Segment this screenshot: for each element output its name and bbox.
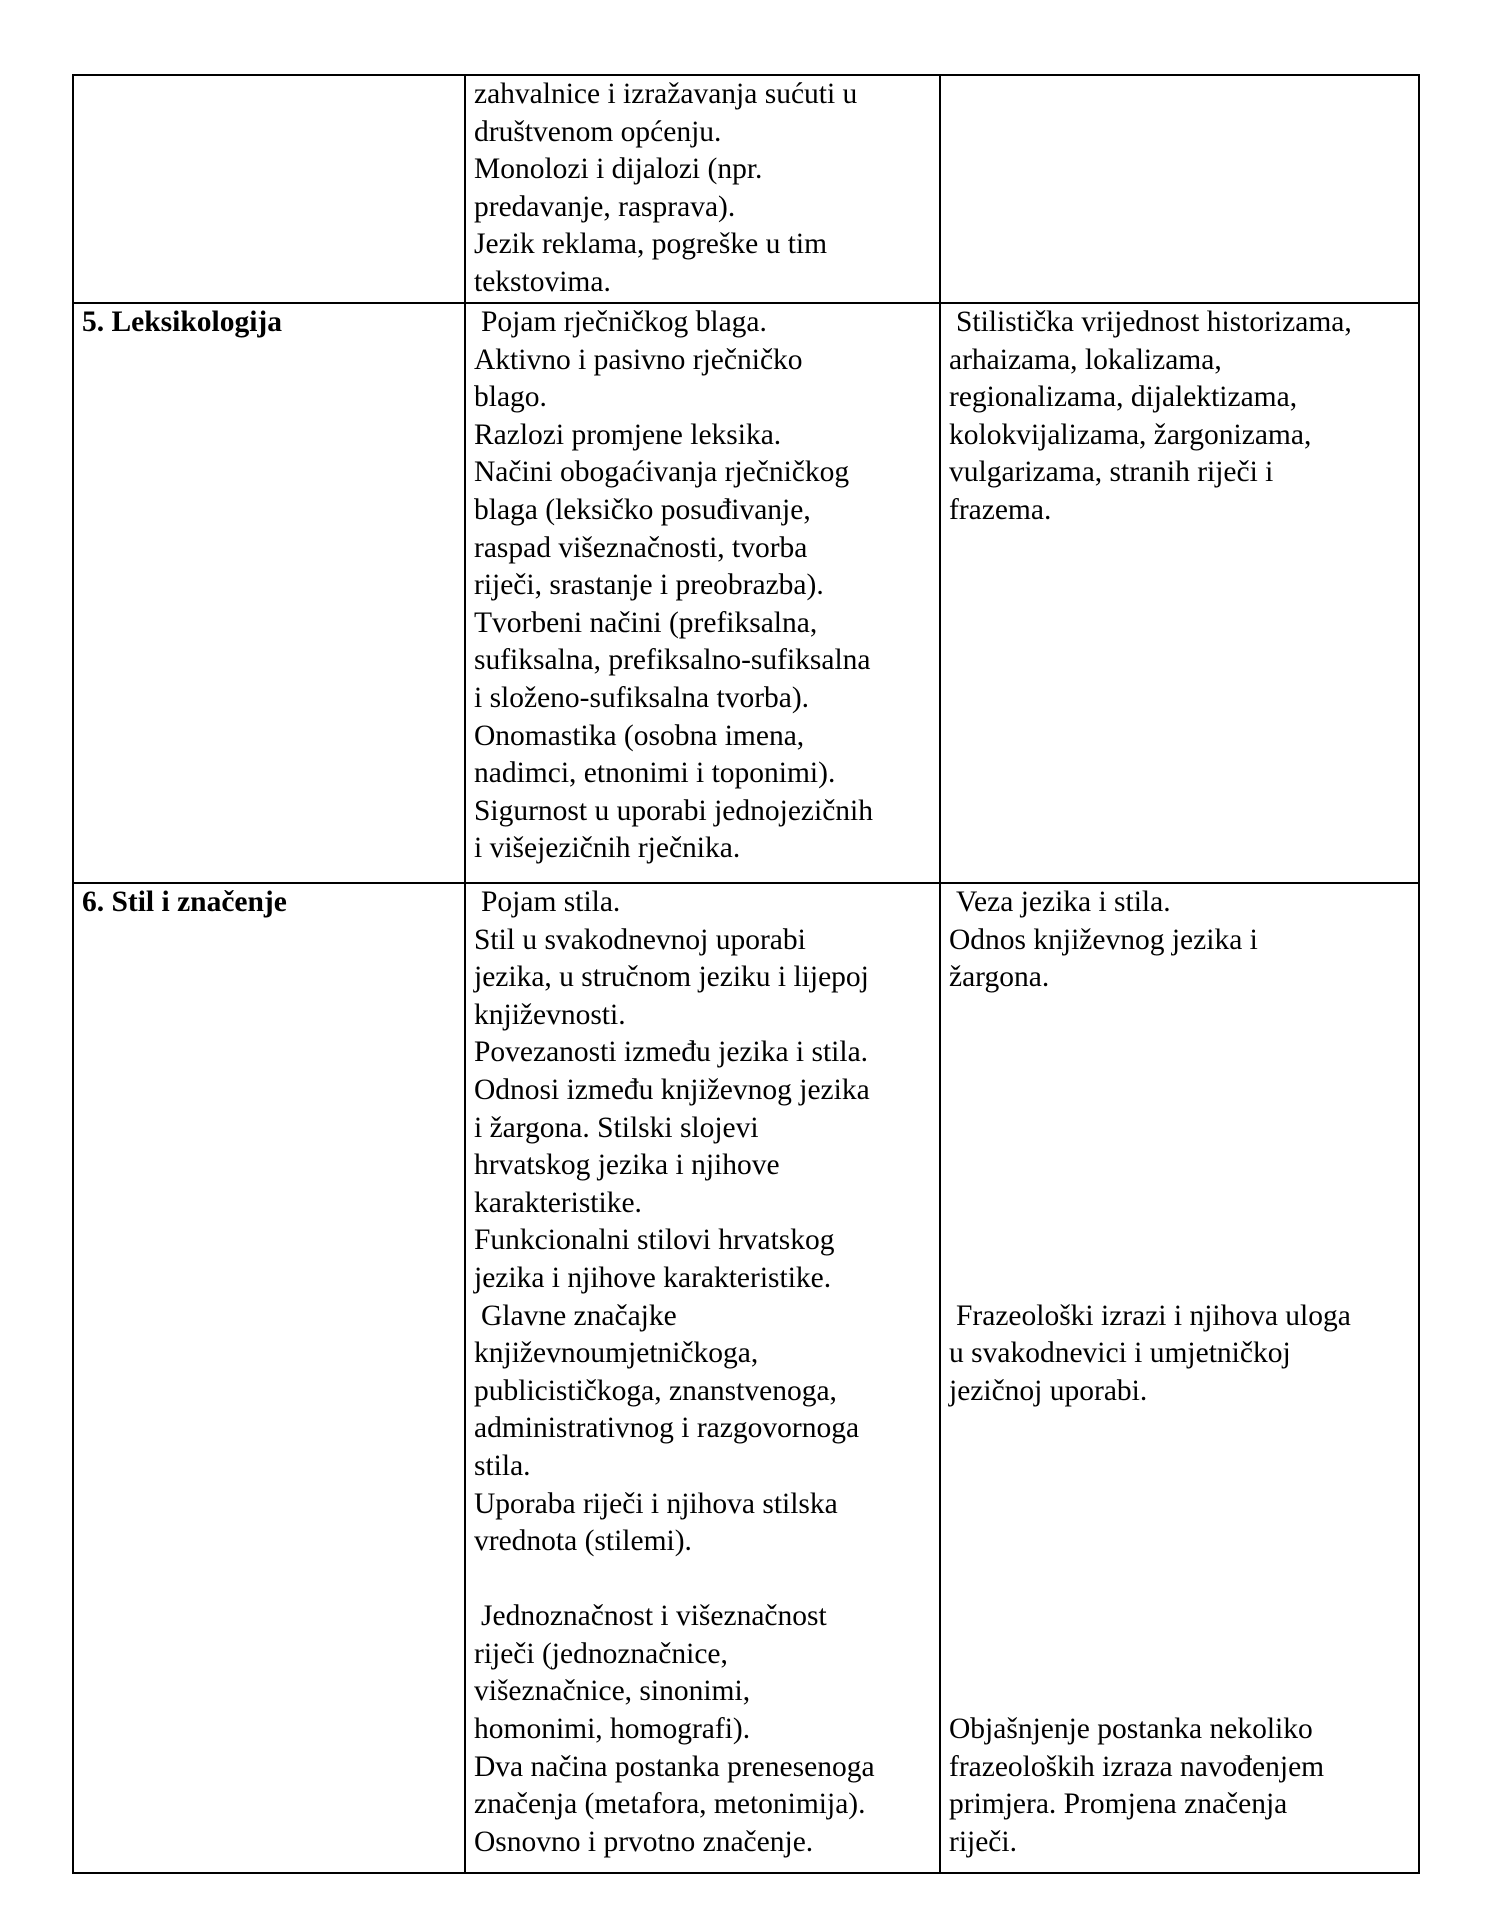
blank-line — [949, 997, 1408, 1035]
content-line: tekstovima. — [474, 265, 611, 298]
blank-line — [949, 1222, 1408, 1260]
topic-heading: 6. Stil i značenje — [82, 886, 287, 918]
content-line: i višejezičnih rječnika. — [474, 832, 741, 865]
content-line: vrednota (stilemi). — [474, 1525, 692, 1558]
notes-line: regionalizama, dijalektizama, — [949, 381, 1298, 414]
content-cell — [465, 303, 940, 883]
blank-line — [949, 1486, 1408, 1524]
notes-cell — [940, 883, 1419, 1873]
content-cell — [465, 883, 940, 1873]
table-row — [73, 303, 1419, 883]
content-line: Jezik reklama, pogreške u tim — [474, 228, 828, 261]
content-line: Onomastika (osobna imena, — [474, 719, 805, 752]
content-line: društvenom općenju. — [474, 115, 722, 148]
blank-line — [949, 1185, 1408, 1223]
notes-line: arhaizama, lokalizama, — [949, 343, 1222, 376]
content-line: Funkcionalni stilovi hrvatskog — [474, 1224, 835, 1257]
notes-line: žargona. — [949, 961, 1050, 994]
blank-line — [949, 1110, 1408, 1148]
blank-line — [949, 1598, 1408, 1636]
notes-cell — [940, 303, 1419, 883]
content-line: i žargona. Stilski slojevi — [474, 1111, 759, 1144]
blank-line — [949, 1448, 1408, 1486]
content-line: administrativnog i razgovornoga — [474, 1412, 860, 1445]
notes-line: Frazeološki izrazi i njihova uloga — [956, 1299, 1351, 1332]
notes-line: Objašnjenje postanka nekoliko — [949, 1713, 1313, 1746]
blank-line — [949, 1072, 1408, 1110]
content-line: hrvatskog jezika i njihove — [474, 1149, 780, 1182]
content-line: sufiksalna, prefiksalno-sufiksalna — [474, 644, 871, 677]
table-row — [73, 883, 1419, 1873]
content-line: nadimci, etnonimi i toponimi). — [474, 757, 836, 790]
content-line: karakteristike. — [474, 1186, 642, 1219]
blank-line — [949, 1636, 1408, 1674]
curriculum-table — [72, 74, 1420, 1874]
content-line: predavanje, rasprava). — [474, 190, 736, 223]
content-line: blaga (leksičko posuđivanje, — [474, 493, 811, 526]
content-line: jezika, u stručnom jeziku i lijepoj — [474, 961, 869, 994]
content-line: Uporaba riječi i njihova stilska — [474, 1487, 838, 1520]
content-line: riječi, srastanje i preobrazba). — [474, 569, 824, 602]
content-line: Glavne značajke — [481, 1299, 677, 1332]
content-line: Pojam rječničkog blaga. — [481, 306, 767, 338]
notes-line: riječi. — [949, 1825, 1017, 1858]
topic-cell — [73, 75, 465, 303]
blank-line — [949, 1147, 1408, 1185]
notes-cell — [940, 75, 1419, 303]
content-line: homonimi, homografi). — [474, 1713, 751, 1746]
content-line: raspad višeznačnosti, tvorba — [474, 531, 808, 564]
content-line: Jednoznačnost i višeznačnost — [481, 1600, 827, 1633]
content-line: zahvalnice i izražavanja sućuti u — [474, 78, 858, 110]
content-line: književnosti. — [474, 998, 626, 1031]
notes-line: Veza jezika i stila. — [956, 886, 1171, 918]
content-line: Načini obogaćivanja rječničkog — [474, 456, 850, 489]
notes-line: frazeoloških izraza navođenjem — [949, 1750, 1325, 1783]
content-line: jezika i njihove karakteristike. — [474, 1261, 832, 1294]
content-line: značenja (metafora, metonimija). — [474, 1788, 866, 1821]
notes-line: Stilistička vrijednost historizama, — [956, 306, 1352, 338]
blank-line — [949, 1561, 1408, 1599]
notes-line: u svakodnevici i umjetničkoj — [949, 1337, 1291, 1370]
topic-cell — [73, 883, 465, 1873]
content-line: Tvorbeni načini (prefiksalna, — [474, 606, 818, 639]
content-line: Monolozi i dijalozi (npr. — [474, 153, 763, 186]
blank-line — [949, 1410, 1408, 1448]
content-line: Stil u svakodnevnoj uporabi — [474, 923, 806, 956]
blank-line — [949, 1673, 1408, 1711]
content-line: riječi (jednoznačnice, — [474, 1637, 728, 1670]
content-line: Dva načina postanka prenesenoga — [474, 1750, 875, 1783]
content-line: i složeno-sufiksalna tvorba). — [474, 681, 810, 714]
content-line: blago. — [474, 381, 547, 414]
document-page — [72, 74, 1418, 1874]
table-row — [73, 75, 1419, 303]
content-line: stila. — [474, 1449, 531, 1482]
content-line: Aktivno i pasivno rječničko — [474, 343, 803, 376]
blank-line — [474, 1561, 929, 1599]
content-line: Pojam stila. — [481, 886, 621, 918]
content-line: Povezanosti između jezika i stila. — [474, 1036, 869, 1069]
topic-heading: 5. Leksikologija — [82, 306, 282, 338]
notes-line: primjera. Promjena značenja — [949, 1788, 1288, 1821]
content-line: višeznačnice, sinonimi, — [474, 1675, 751, 1708]
content-cell — [465, 75, 940, 303]
content-line: Odnosi između književnog jezika — [474, 1073, 870, 1106]
notes-line: kolokvijalizama, žargonizama, — [949, 418, 1312, 451]
notes-line: Odnos književnog jezika i — [949, 923, 1258, 956]
content-line: književnoumjetničkoga, — [474, 1337, 759, 1370]
content-line: publicističkoga, znanstvenoga, — [474, 1374, 837, 1407]
notes-line: jezičnoj uporabi. — [949, 1374, 1148, 1407]
content-line: Razlozi promjene leksika. — [474, 418, 782, 451]
content-line: Osnovno i prvotno značenje. — [474, 1825, 814, 1858]
blank-line — [949, 1523, 1408, 1561]
blank-line — [949, 1034, 1408, 1072]
content-line: Sigurnost u uporabi jednojezičnih — [474, 794, 873, 827]
notes-line: vulgarizama, stranih riječi i — [949, 456, 1274, 489]
topic-cell — [73, 303, 465, 883]
blank-line — [949, 1260, 1408, 1298]
notes-line: frazema. — [949, 493, 1052, 526]
